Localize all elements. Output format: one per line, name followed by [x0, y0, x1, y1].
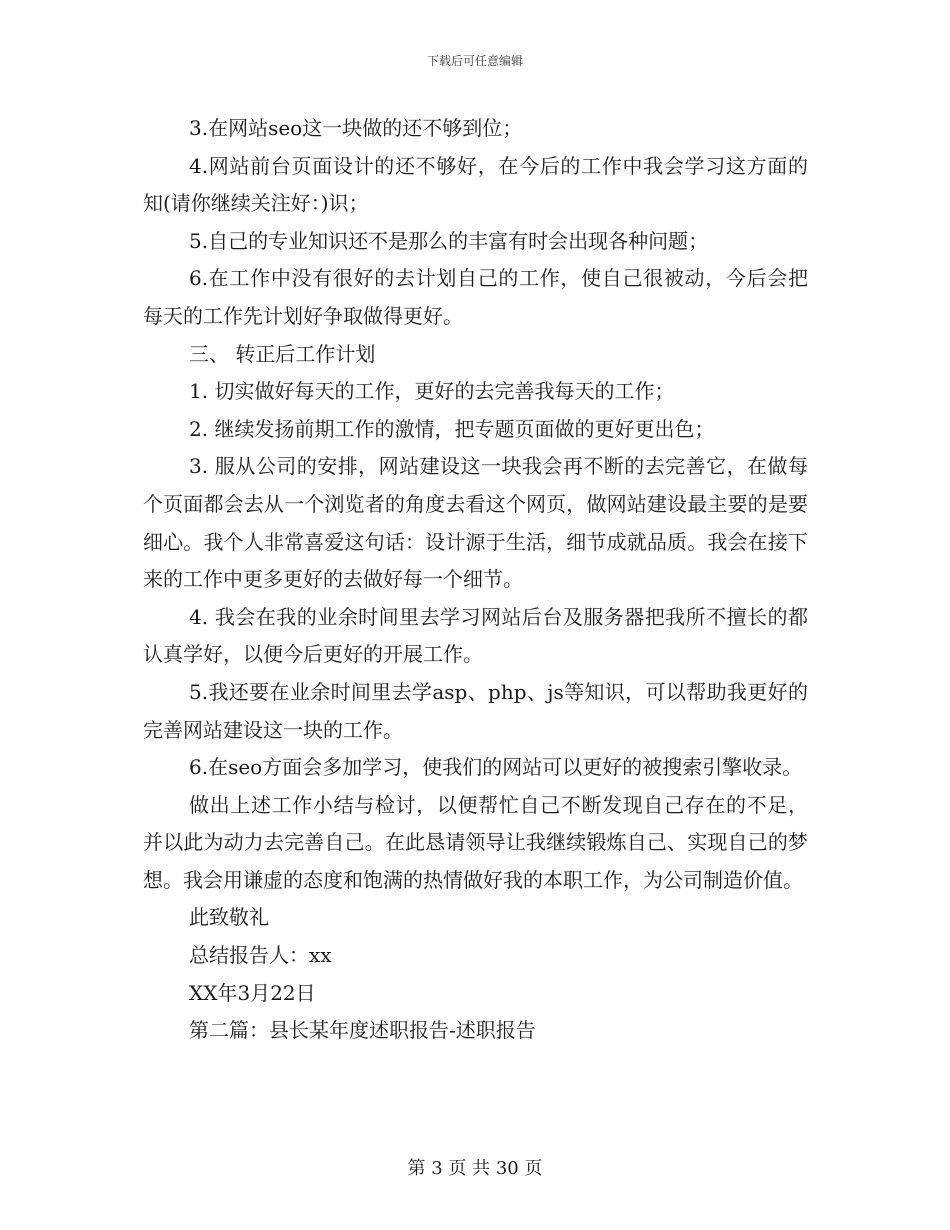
- paragraph-issue-5: 5.自己的专业知识还不是那么的丰富有时会出现各种问题；: [189, 228, 709, 253]
- page-header-note: 下载后可任意编辑: [426, 54, 523, 68]
- page-number-footer: 第 3 页 共 30 页: [407, 1158, 543, 1179]
- report-date: XX年3月22日: [189, 980, 316, 1005]
- paragraph-plan-5: 5.我还要在业余时间里去学asp、php、js等知识，可以帮助我更好的完善网站建设这一块的工作。: [143, 679, 808, 742]
- closing-salutation: 此致敬礼: [189, 905, 269, 930]
- paragraph-plan-2: 2. 继续发扬前期工作的激情，把专题页面做的更好更出色；: [189, 416, 715, 441]
- paragraph-issue-3: 3.在网站seo这一块做的还不够到位；: [189, 116, 523, 140]
- paragraph-issue-4: 4.网站前台页面设计的还不够好，在今后的工作中我会学习这方面的知(请你继续关注好：)识；: [143, 153, 808, 216]
- paragraph-plan-6: 6.在seo方面会多加学习，使我们的网站可以更好的被搜索引擎收录。: [189, 755, 803, 780]
- next-article-title: 第二篇：县长某年度述职报告-述职报告: [189, 1018, 536, 1043]
- section-heading-plan: 三、 转正后工作计划: [189, 341, 376, 366]
- paragraph-plan-4: 4. 我会在我的业余时间里去学习网站后台及服务器把我所不擅长的都认真学好，以便今后更好的开展工作。: [143, 604, 808, 667]
- paragraph-issue-6: 6.在工作中没有很好的去计划自己的工作，使自己很被动，今后会把每天的工作先计划好争取做得更好。: [143, 266, 808, 328]
- report-author: 总结报告人：xx: [189, 943, 332, 968]
- paragraph-plan-1: 1. 切实做好每天的工作，更好的去完善我每天的工作；: [189, 379, 675, 404]
- paragraph-plan-3: 3. 服从公司的安排，网站建设这一块我会再不断的去完善它，在做每个页面都会去从一个浏览者的角度去看这个网页，做网站建设最主要的是要细心。我个人非常喜爱这句话：设计源于生活，细节成就品质。我会在接下来的工作中更多更好的去做好每一个细节。: [143, 454, 808, 592]
- document-body: [143, 110, 808, 1050]
- paragraph-conclusion: 做出上述工作小结与检讨，以便帮忙自己不断发现自己存在的不足，并以此为动力去完善自己。在此恳请领导让我继续锻炼自己、实现自己的梦想。我会用谦虚的态度和饱满的热情做好我的本职工作，为公司制造价值。: [143, 792, 808, 892]
